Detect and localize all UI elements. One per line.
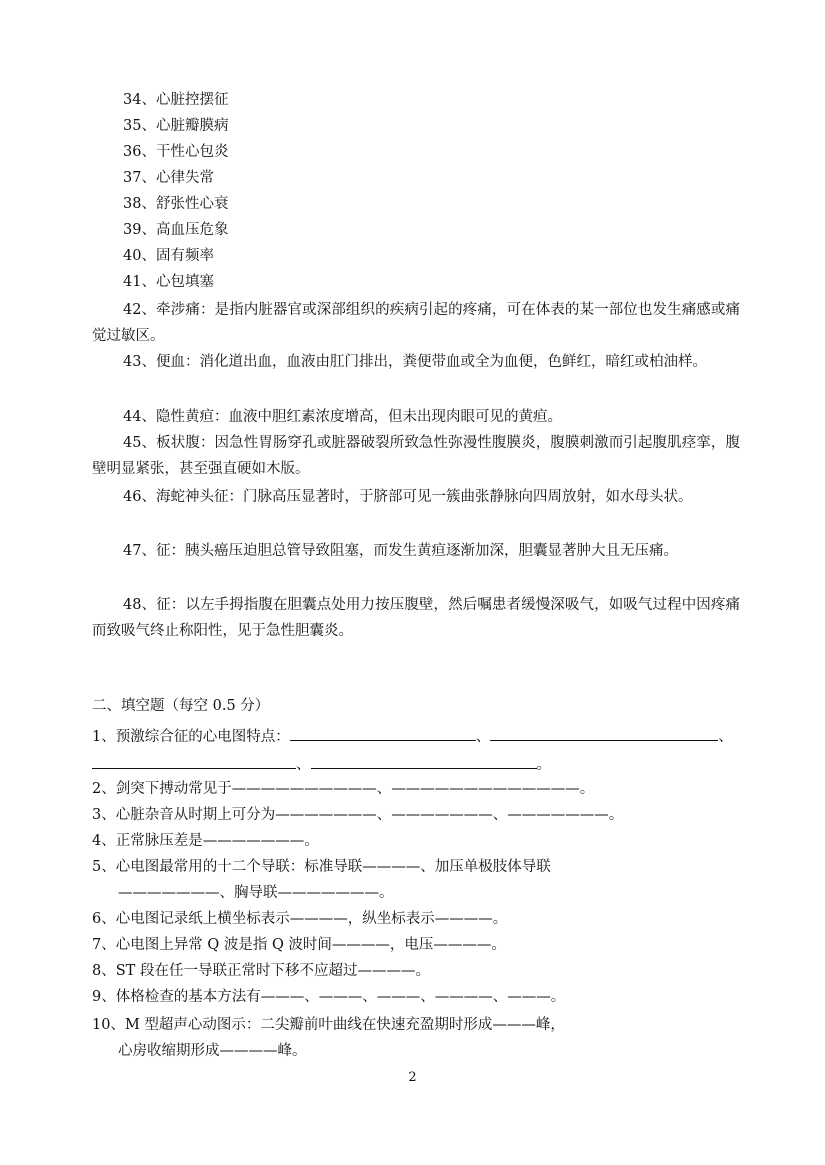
separator: 、 [475,729,491,745]
term-39: 39、高血压危象 [123,222,229,238]
definition-46: 46、海蛇神头征：门脉高压显著时，于脐部可见一簇曲张静脉向四周放射，如水母头状。 [123,489,693,505]
definition-42: 42、牵涉痛：是指内脏器官或深部组织的疾病引起的疼痛，可在体表的某一部位也发生痛感或痛觉过敏区。 [92,302,740,344]
question-6: 6、心电图记录纸上横坐标表示————，纵坐标表示————。 [92,911,508,927]
term-34: 34、心脏控摆征 [123,92,229,108]
term-38: 38、舒张性心衰 [123,196,229,212]
answer-blank[interactable] [311,754,537,769]
separator: 、 [296,757,311,773]
question-4: 4、正常脉压差是———————。 [92,833,319,849]
question-8: 8、ST 段在任一导联正常时下移不应超过————。 [92,963,430,979]
answer-blank[interactable] [290,726,476,741]
question-10-line2: 心房收缩期形成————峰。 [118,1043,307,1059]
question-7: 7、心电图上异常 Q 波是指 Q 波时间————，电压————。 [92,937,506,953]
definition-47: 47、征：胰头癌压迫胆总管导致阻塞，而发生黄疸逐渐加深，胆囊显著肿大且无压痛。 [123,543,678,559]
definition-45: 45、板状腹：因急性胃肠穿孔或脏器破裂所致急性弥漫性腹膜炎，腹膜刺激而引起腹肌痉挛，腹壁明显紧张，甚至强直硬如木版。 [92,435,740,477]
term-40: 40、固有频率 [123,248,214,264]
term-37: 37、心律失常 [123,170,214,186]
question-10-line1: 10、M 型超声心动图示：二尖瓣前叶曲线在快速充盈期时形成———峰， [92,1017,565,1033]
separator: 、 [718,729,733,745]
term-41: 41、心包填塞 [123,274,214,290]
term-35: 35、心脏瓣膜病 [123,118,229,134]
question-3: 3、心脏杂音从时期上可分为———————、———————、———————。 [92,807,624,823]
question-5-line1: 5、心电图最常用的十二个导联：标准导联————、加压单极肢体导联 [92,859,551,875]
answer-blank[interactable] [92,754,296,769]
question-5-line2: ———————、胸导联———————。 [118,885,394,901]
question-9: 9、体格检查的基本方法有———、———、———、————、———。 [92,989,566,1005]
definition-48: 48、征：以左手拇指腹在胆囊点处用力按压腹壁，然后嘱患者缓慢深吸气，如吸气过程中因疼痛而致吸气终止称阳性，见于急性胆囊炎。 [92,597,740,639]
question-2: 2、剑突下搏动常见于——————————、—————————————。 [92,781,595,797]
question-1-line1 [92,726,733,747]
section-title: 二、填空题（每空 0.5 分） [92,698,270,714]
answer-blank[interactable] [490,726,718,741]
period: 。 [536,757,551,773]
question-1-line2 [92,754,551,775]
term-36: 36、干性心包炎 [123,144,229,160]
page-number: 2 [408,1070,417,1085]
definition-43: 43、便血：消化道出血，血液由肛门排出，粪便带血或全为血便，色鲜红，暗红或柏油样。 [123,354,707,370]
definition-44: 44、隐性黄疸：血液中胆红素浓度增高，但未出现肉眼可见的黄疸。 [123,409,562,425]
question-1-text: 1、预激综合征的心电图特点： [92,729,290,745]
